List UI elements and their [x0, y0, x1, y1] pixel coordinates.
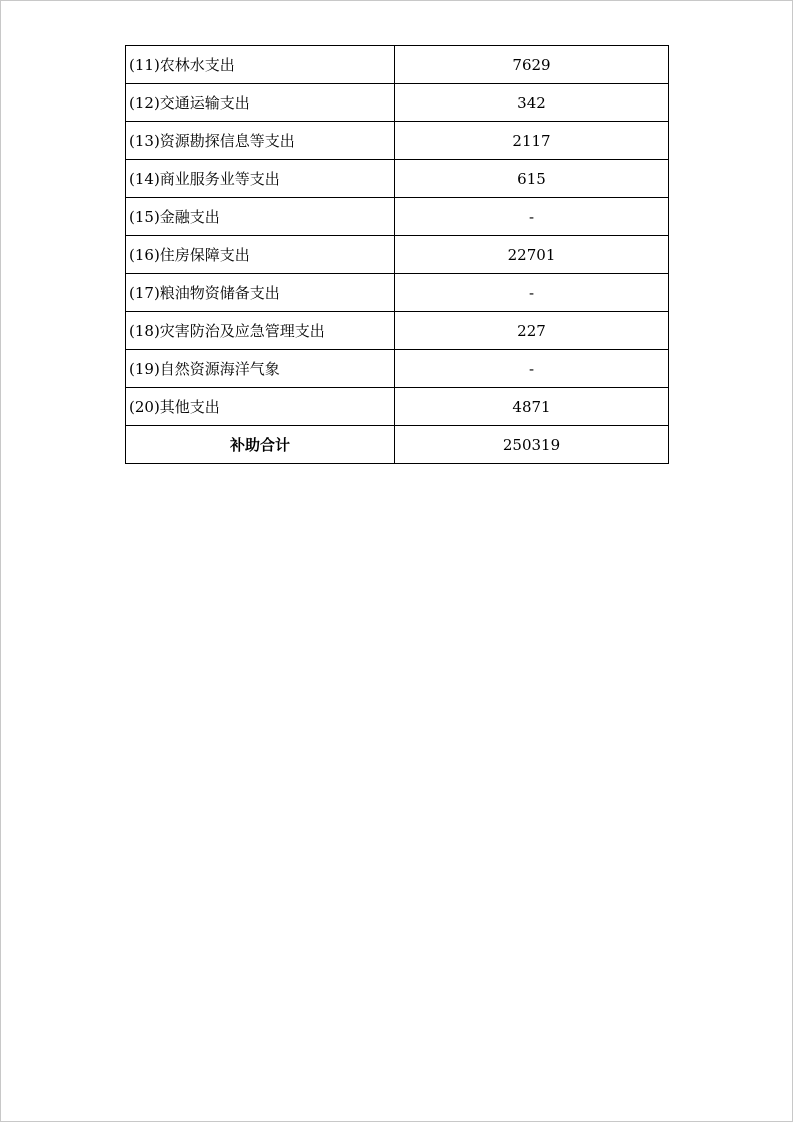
table-row	[126, 84, 669, 122]
row-value: 2117	[395, 122, 669, 160]
row-label: (18)灾害防治及应急管理支出	[126, 312, 395, 350]
row-label: (13)资源勘探信息等支出	[126, 122, 395, 160]
table-row	[126, 236, 669, 274]
row-label: (11)农林水支出	[126, 46, 395, 84]
expenditure-table	[125, 45, 669, 464]
row-value: 4871	[395, 388, 669, 426]
row-value: 22701	[395, 236, 669, 274]
table-row	[126, 122, 669, 160]
row-value: -	[395, 198, 669, 236]
row-value: 227	[395, 312, 669, 350]
table-row	[126, 198, 669, 236]
row-label: (12)交通运输支出	[126, 84, 395, 122]
table-row	[126, 312, 669, 350]
row-value: 615	[395, 160, 669, 198]
row-value: -	[395, 350, 669, 388]
row-label: (17)粮油物资储备支出	[126, 274, 395, 312]
table-row	[126, 274, 669, 312]
total-row	[126, 426, 669, 464]
row-label: (20)其他支出	[126, 388, 395, 426]
row-label: (14)商业服务业等支出	[126, 160, 395, 198]
table-row	[126, 350, 669, 388]
row-label: (15)金融支出	[126, 198, 395, 236]
total-label: 补助合计	[126, 426, 395, 464]
row-value: 342	[395, 84, 669, 122]
row-value: -	[395, 274, 669, 312]
table-row	[126, 46, 669, 84]
row-label: (19)自然资源海洋气象	[126, 350, 395, 388]
row-value: 7629	[395, 46, 669, 84]
row-label: (16)住房保障支出	[126, 236, 395, 274]
total-value: 250319	[395, 426, 669, 464]
table-row	[126, 388, 669, 426]
table-row	[126, 160, 669, 198]
